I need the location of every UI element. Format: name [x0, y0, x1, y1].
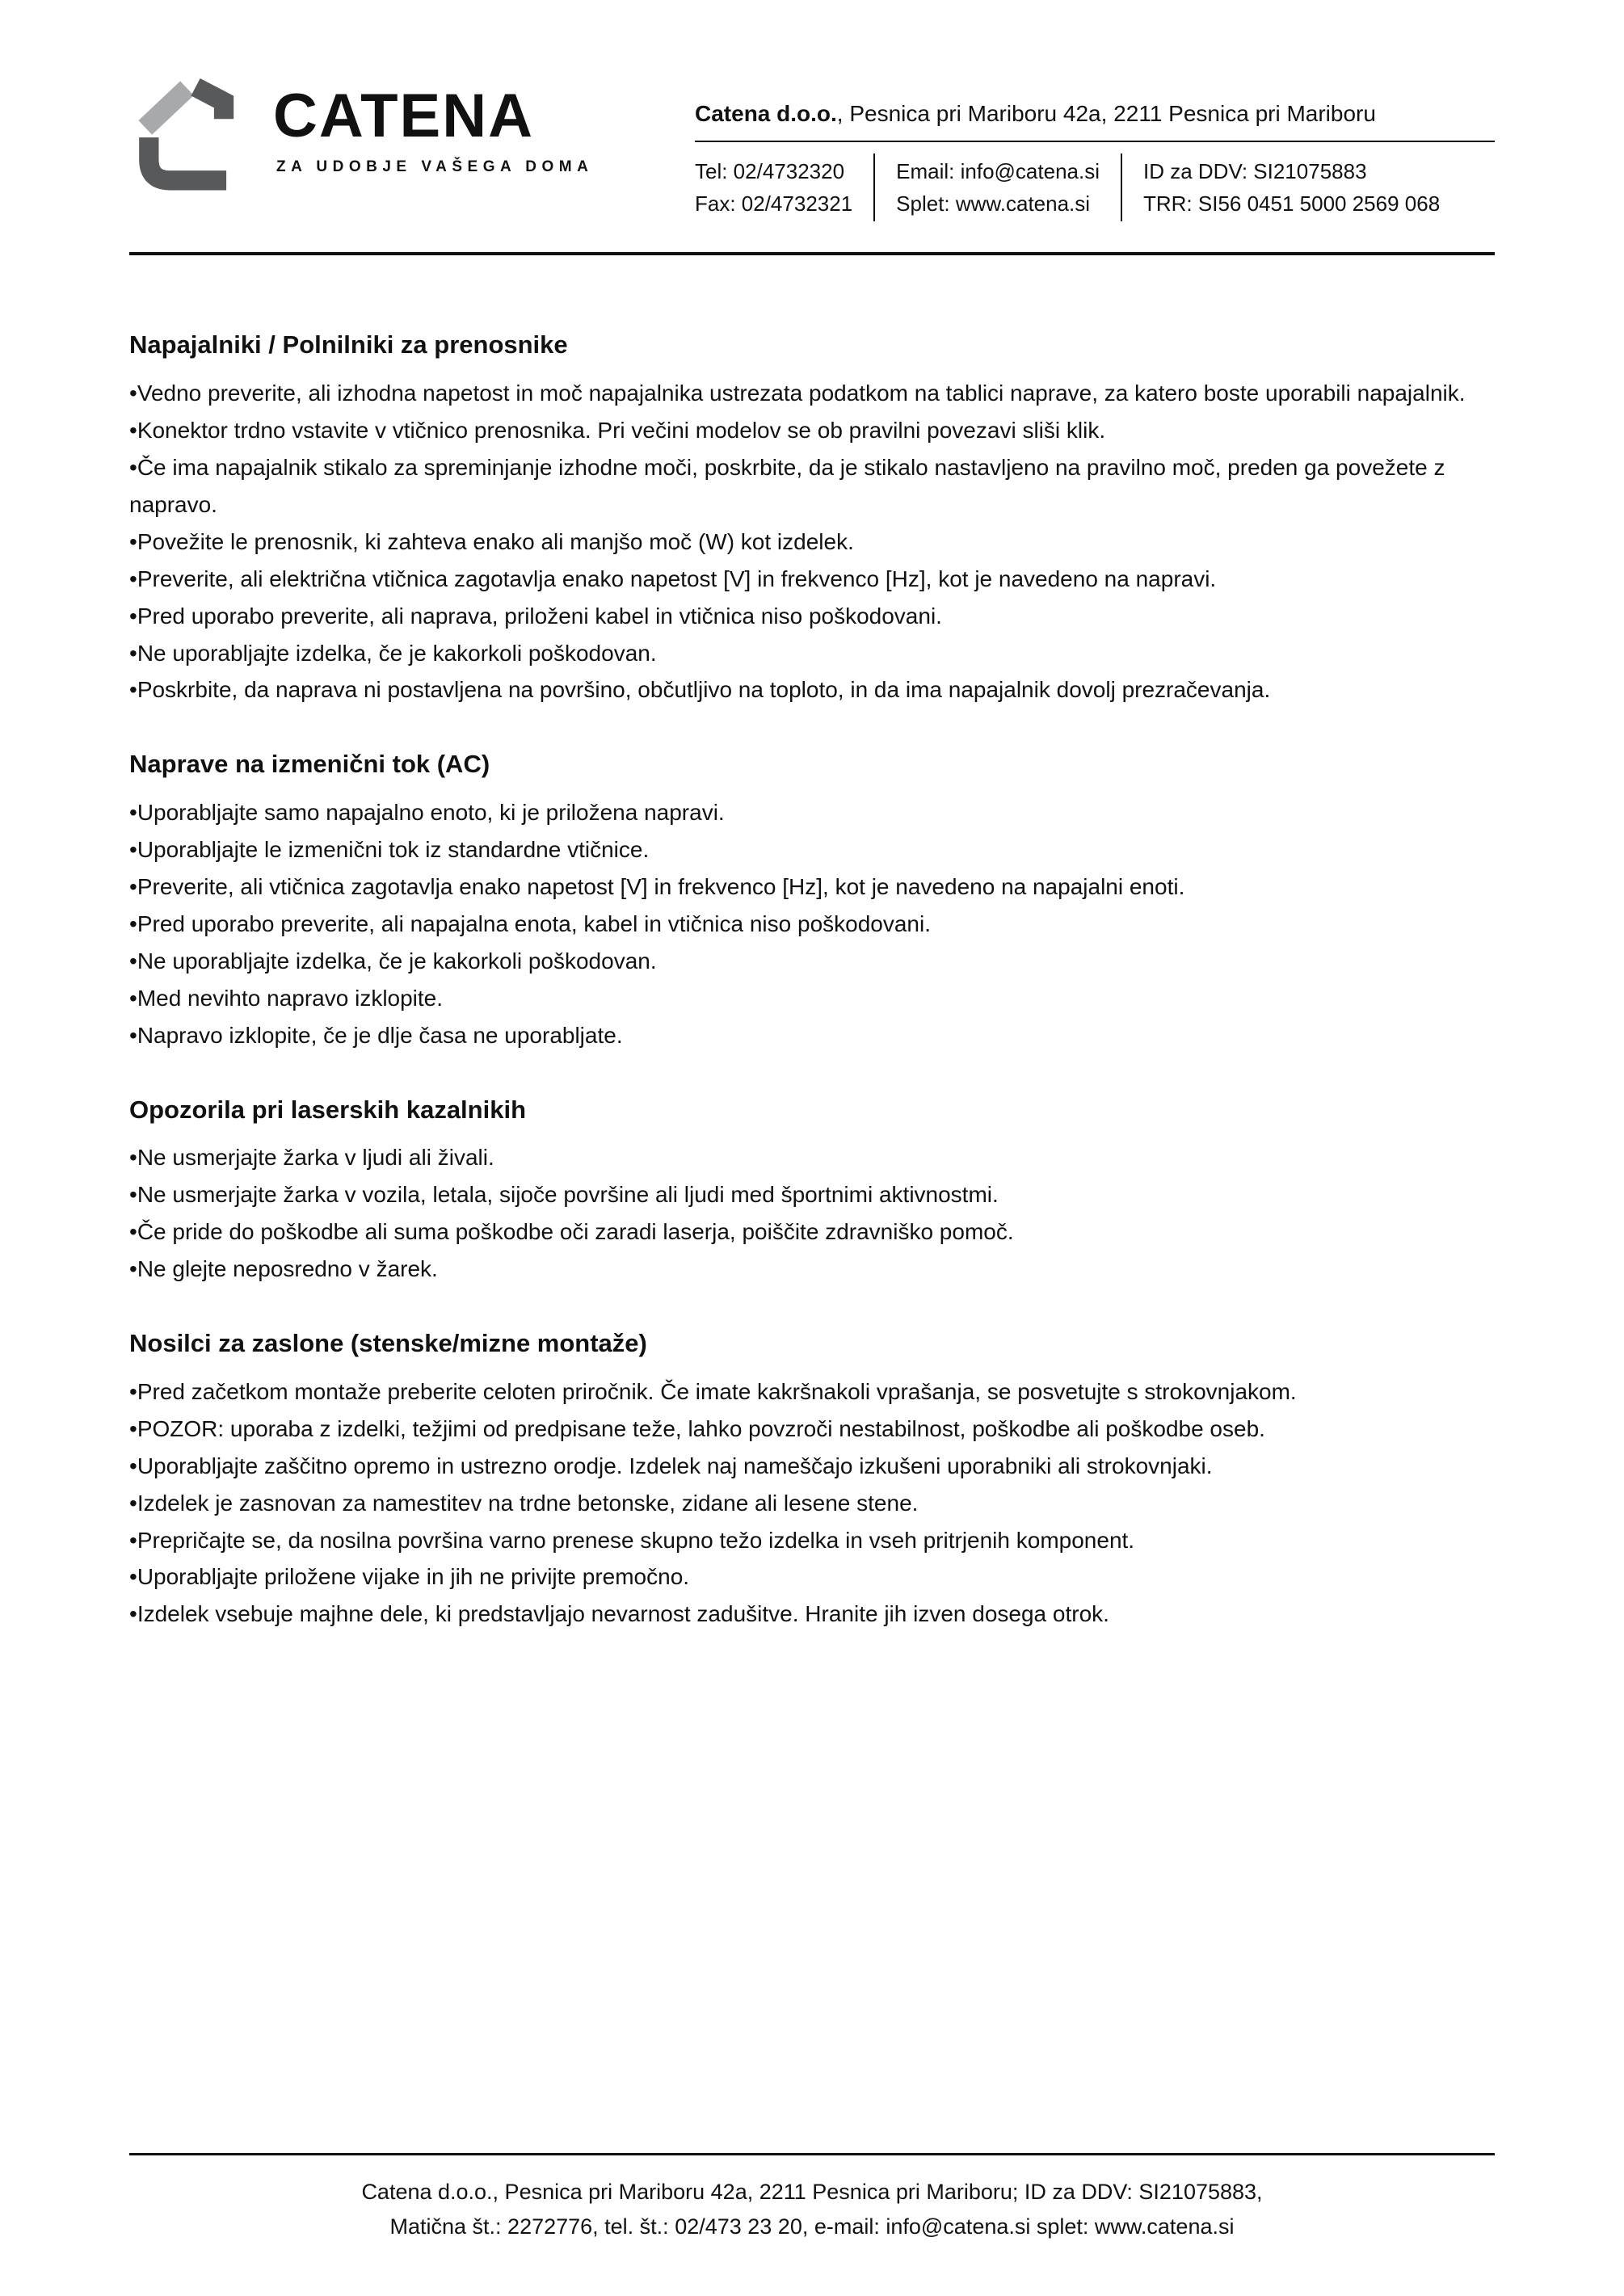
bullet-item: • Pred uporabo preverite, ali napajalna enota, kabel in vtičnica niso poškodovani.: [129, 906, 1495, 943]
tel-line: Tel: 02/4732320: [695, 158, 845, 183]
bullet-item: • Če ima napajalnik stikalo za spreminjanje izhodne moči, poskrbite, da je stikalo nastavljeno na pravilno moč, preden ga povežete z napravo.: [129, 449, 1495, 524]
bullet-item: • Vedno preverite, ali izhodna napetost in moč napajalnika ustrezata podatkom na tablici naprave, za katero boste uporabili napajalnik.: [129, 375, 1495, 412]
bullet-item: • Prepričajte se, da nosilna površina varno prenese skupno težo izdelka in vseh pritrjenih komponent.: [129, 1522, 1495, 1559]
bullet-item: • Uporabljajte zaščitno opremo in ustrezno orodje. Izdelek naj nameščajo izkušeni uporabniki ali strokovnjaki.: [129, 1448, 1495, 1485]
section-title: Opozorila pri laserskih kazalnikih: [129, 1095, 527, 1124]
bullet-item: • Ne usmerjajte žarka v vozila, letala, sijoče površine ali ljudi med športnimi aktivnostmi.: [129, 1176, 1495, 1213]
footer-divider: [129, 2153, 1495, 2155]
company-address: [695, 99, 1495, 142]
bullet-item: • Preverite, ali električna vtičnica zagotavlja enako napetost [V] in frekvenco [Hz], kot je navedeno na napravi.: [129, 561, 1495, 598]
contact-col-registry: [1121, 153, 1461, 222]
email-line: Email: info@catena.si: [896, 158, 1100, 183]
section-title: Nosilci za zaslone (stenske/mizne montaže): [129, 1329, 647, 1358]
bullet-item: • POZOR: uporaba z izdelki, težjimi od predpisane teže, lahko povzroči nestabilnost, poškodbe ali poškodbe oseb.: [129, 1411, 1495, 1448]
logo-tagline: ZA UDOBJE VAŠEGA DOMA: [276, 158, 594, 175]
bullet-item: • Poskrbite, da naprava ni postavljena na površino, občutljivo na toploto, in da ima napajalnik dovolj prezračevanja.: [129, 671, 1495, 709]
bullet-item: • Izdelek vsebuje majhne dele, ki predstavljajo nevarnost zadušitve. Hranite jih izven dosega otrok.: [129, 1596, 1495, 1633]
bullet-item: • Povežite le prenosnik, ki zahteva enako ali manjšo moč (W) kot izdelek.: [129, 524, 1495, 561]
company-info: [695, 99, 1495, 221]
logo: [129, 71, 593, 194]
logo-wordmark: CATENA: [273, 82, 535, 150]
contact-col-web: [873, 153, 1121, 222]
section: [129, 1093, 1495, 1288]
contact-col-phone: [695, 153, 873, 222]
section-title: Napajalniki / Polnilniki za prenosnike: [129, 330, 568, 360]
header: [0, 0, 1624, 221]
section: [129, 328, 1495, 709]
bullet-item: • Uporabljajte priložene vijake in jih ne privijte premočno.: [129, 1558, 1495, 1596]
bullet-item: • Pred začetkom montaže preberite celoten priročnik. Če imate kakršnakoli vprašanja, se posvetujte s strokovnjakom.: [129, 1373, 1495, 1411]
bullet-item: • Napravo izklopite, če je dlje časa ne uporabljate.: [129, 1017, 1495, 1054]
bullet-item: • Pred uporabo preverite, ali naprava, priloženi kabel in vtičnica niso poškodovani.: [129, 598, 1495, 635]
bullet-item: • Uporabljajte samo napajalno enoto, ki je priložena napravi.: [129, 794, 1495, 831]
bullet-item: • Ne glejte neposredno v žarek.: [129, 1251, 1495, 1288]
bullet-item: • Če pride do poškodbe ali suma poškodbe oči zaradi laserja, poiščite zdravniško pomoč.: [129, 1213, 1495, 1251]
footer-line-2: Matična št.: 2272776, tel. št.: 02/473 23 20, e-mail: info@catena.si splet: www.catena.si: [389, 2214, 1235, 2239]
bullet-item: • Ne uporabljajte izdelka, če je kakorkoli poškodovan.: [129, 635, 1495, 672]
website-line: Splet: www.catena.si: [896, 191, 1091, 217]
company-address-rest: , Pesnica pri Mariboru 42a, 2211 Pesnica pri Mariboru: [836, 101, 1376, 126]
section-title: Naprave na izmenični tok (AC): [129, 750, 490, 779]
vat-id-line: ID za DDV: SI21075883: [1143, 158, 1367, 183]
footer: [0, 2153, 1624, 2296]
section: [129, 1327, 1495, 1633]
bullet-item: • Ne usmerjajte žarka v ljudi ali živali.: [129, 1139, 1495, 1176]
bullet-item: • Uporabljajte le izmenični tok iz standardne vtičnice.: [129, 831, 1495, 868]
bullet-item: • Izdelek je zasnovan za namestitev na trdne betonske, zidane ali lesene stene.: [129, 1485, 1495, 1522]
bank-account-line: TRR: SI56 0451 5000 2569 068: [1143, 191, 1441, 217]
footer-line-1: Catena d.o.o., Pesnica pri Mariboru 42a, 2211 Pesnica pri Mariboru; ID za DDV: SI21075883,: [361, 2179, 1263, 2204]
bullet-item: • Konektor trdno vstavite v vtičnico prenosnika. Pri večini modelov se ob pravilni povezavi sliši klik.: [129, 412, 1495, 449]
bullet-item: • Ne uporabljajte izdelka, če je kakorkoli poškodovan.: [129, 943, 1495, 980]
company-name: Catena d.o.o.: [695, 101, 837, 126]
logo-textblock: [273, 71, 593, 176]
contact-row: [695, 142, 1495, 222]
section: [129, 747, 1495, 1053]
bullet-item: • Preverite, ali vtičnica zagotavlja enako napetost [V] in frekvenco [Hz], kot je navedeno na napajalni enoti.: [129, 868, 1495, 906]
fax-line: Fax: 02/4732321: [695, 191, 853, 217]
bullet-item: • Med nevihto napravo izklopite.: [129, 980, 1495, 1017]
house-icon: [129, 71, 252, 194]
sections: [0, 255, 1624, 2152]
